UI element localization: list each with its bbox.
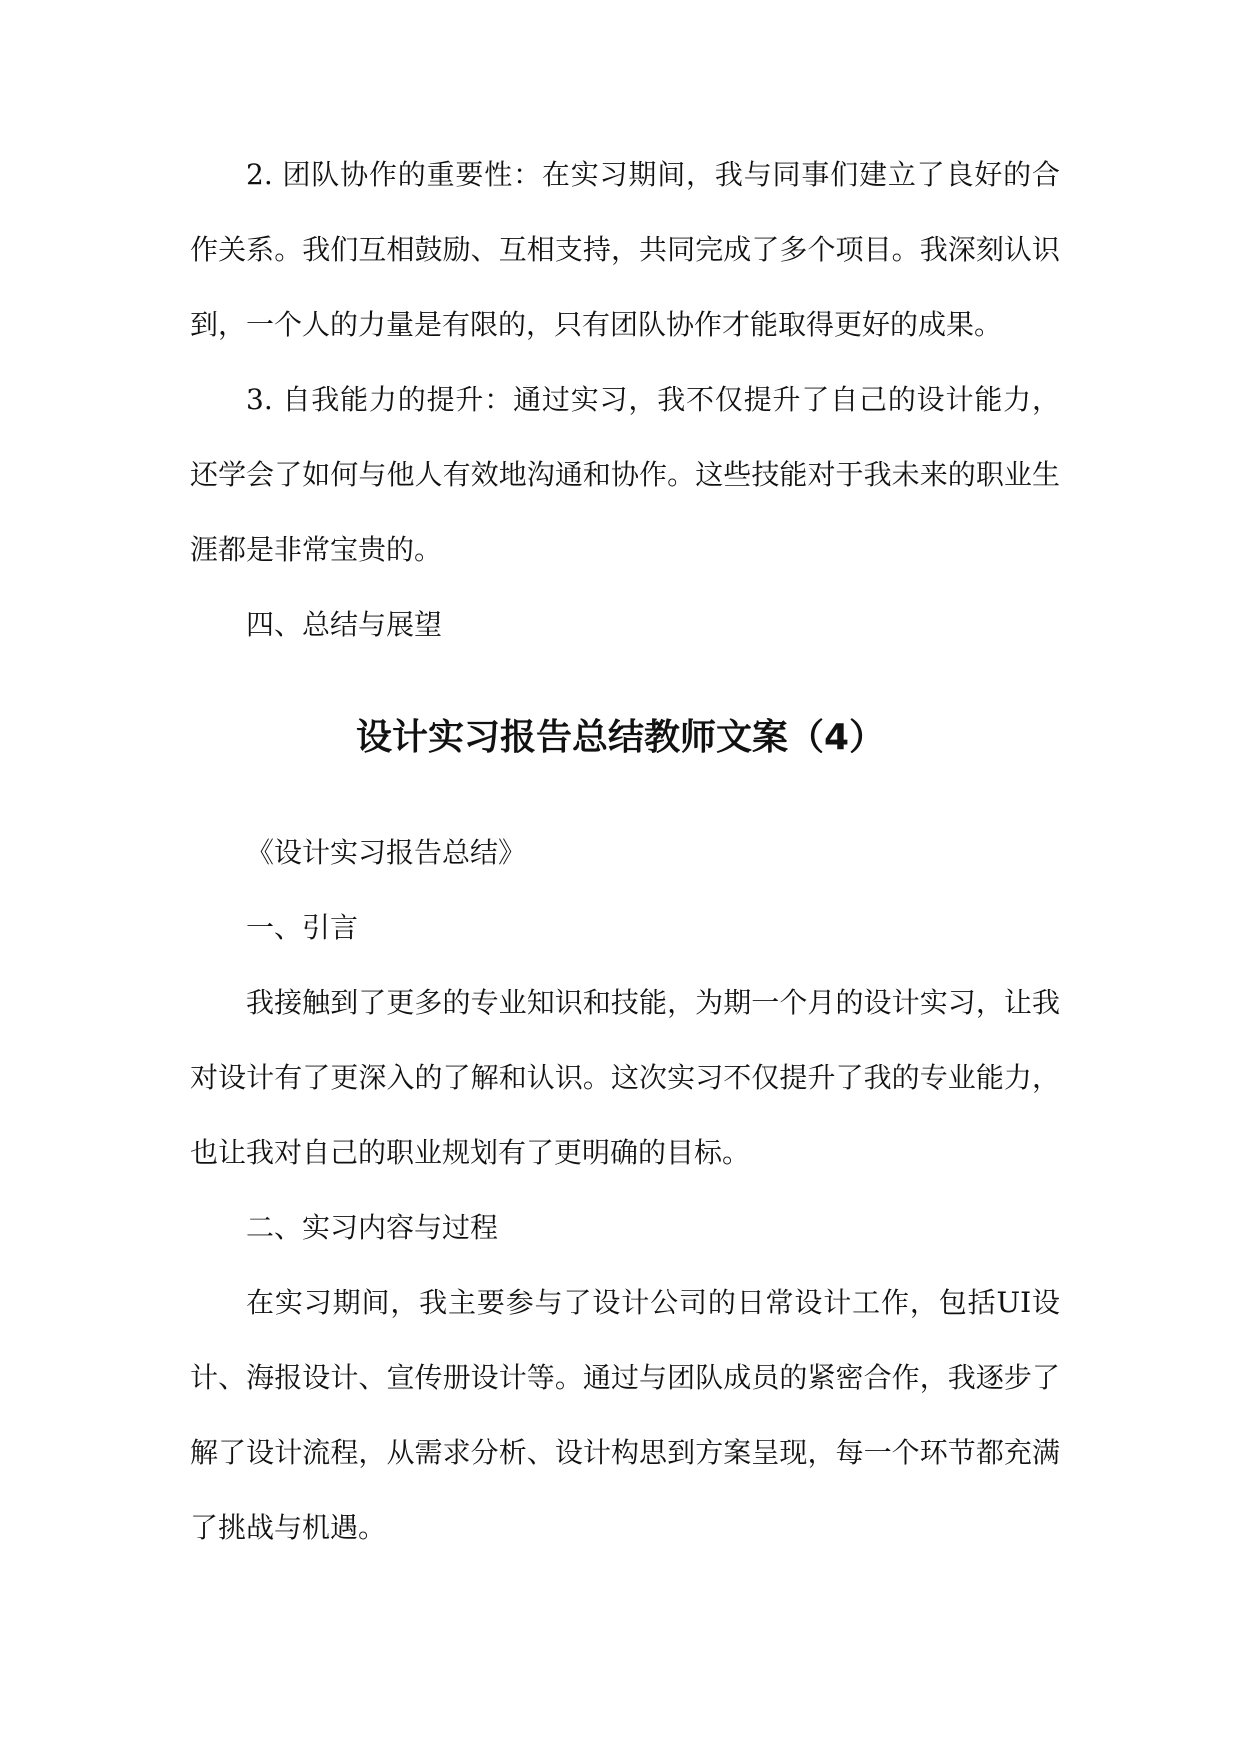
section-heading-introduction: 一、引言 bbox=[246, 911, 359, 944]
section-heading-summary: 四、总结与展望 bbox=[246, 608, 443, 641]
paragraph-self-improvement: 3. 自我能力的提升：通过实习，我不仅提升了自己的设计能力，还学会了如何与他人有效地沟通和协作。这些技能对于我未来的职业生涯都是非常宝贵的。 bbox=[190, 383, 1060, 566]
paragraph-content-process: 在实习期间，我主要参与了设计公司的日常设计工作，包括UI设计、海报设计、宣传册设计等。通过与团队成员的紧密合作，我逐步了解了设计流程，从需求分析、设计构思到方案呈现，每一个环节都充满了挑战与机遇。 bbox=[190, 1286, 1060, 1544]
document-title: 设计实习报告总结教师文案（4） bbox=[355, 717, 886, 758]
section-heading-content-process: 二、实习内容与过程 bbox=[246, 1211, 499, 1244]
paragraph-report-name: 《设计实习报告总结》 bbox=[246, 836, 527, 869]
paragraph-introduction: 我接触到了更多的专业知识和技能，为期一个月的设计实习，让我对设计有了更深入的了解和认识。这次实习不仅提升了我的专业能力，也让我对自己的职业规划有了更明确的目标。 bbox=[190, 986, 1060, 1169]
paragraph-team-collaboration: 2. 团队协作的重要性：在实习期间，我与同事们建立了良好的合作关系。我们互相鼓励、互相支持，共同完成了多个项目。我深刻认识到，一个人的力量是有限的，只有团队协作才能取得更好的成果。 bbox=[190, 158, 1060, 341]
